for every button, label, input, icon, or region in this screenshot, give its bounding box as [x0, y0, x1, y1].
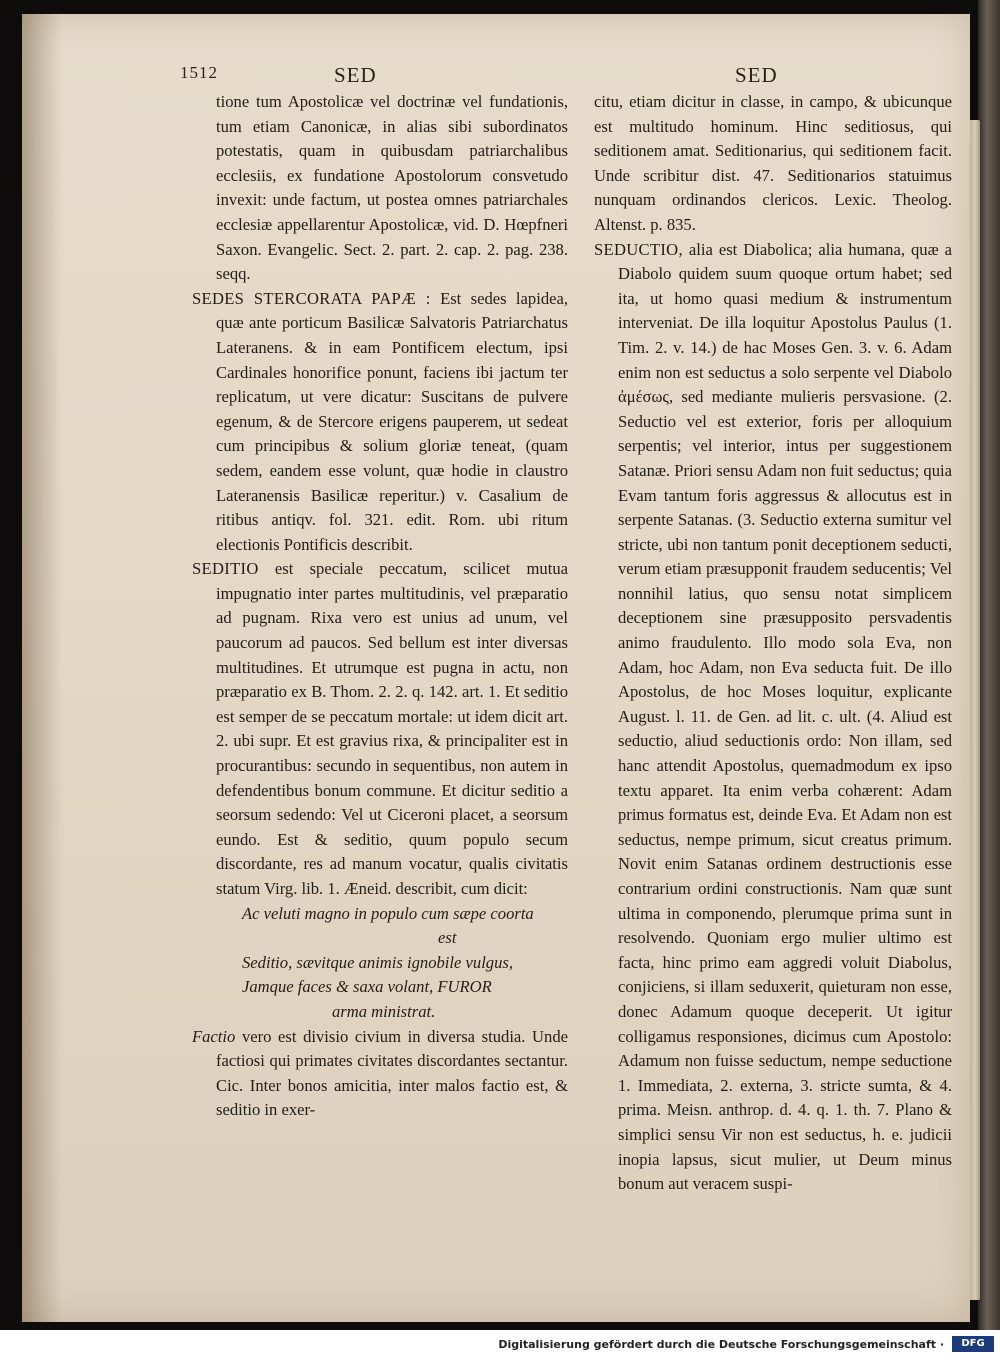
entry-seditio	[192, 557, 568, 901]
verse-line: Jamque faces & saxa volant, FUROR	[242, 977, 492, 997]
verse-line: Ac veluti magno in populo cum sæpe coorta	[242, 903, 534, 923]
entry-text: vero est divisio civium in diversa studia. Unde factiosi qui primates civitates discordantes sectantur. Cic. Inter bonos amicitia, inter malos factio est, & seditio in exer-	[216, 1026, 568, 1120]
entry-sedes-stercorata	[192, 287, 568, 558]
footer-bar	[0, 1330, 1000, 1358]
entry-term: Factio	[192, 1026, 236, 1046]
running-head-left: SED	[334, 63, 377, 87]
entry-text: alia est Diabolica; alia humana, quæ a Diabolo quidem suum quoque ortum habet; sed ita, ut homo quasi medium & instrumentum interveniat. De illa loquitur Apostolus Paulus (1. Tim. 2. v. 14.) de hac Moses Gen. 3. v. 6. Adam enim non est seductus a solo serpente vel Diabolo ἀμέσως, sed mediante mulieris persvasione. (2. Seductio vel est exterior, foris per alloquium serpentis; vel interior, intus per suggestionem Satanæ. Priori sensu Adam non fuit seductus; quia Evam tantum foris aggressus & allocutus est in serpente Satanas. (3. Seductio externa sumitur vel stricte, ubi non tantum ponit deceptionem seducti, verum etiam præsupponit fraudem seducentis; Vel nonnihil latius, quo sensu notat simplicem deceptionem sine præsupposito persvadentis animo fraudulento. Illo modo sola Eva, non Adam, hoc Adam, non Eva seducta fuit. De illo Apostolus, de hoc Moses loquitur, explicante August. l. 11. de Gen. ad lit. c. ult. (4. Aliud est seductio, aliud seductionis ordo: Non illam, sed hanc attendit Apostolus, quemadmodum ex ipso textu apparet. Ita enim verba cohærent: Adam primus formatus est, deinde Eva. Et Adam non est seductus, nempe primum, sicut creatus primum. Novit enim Satanas ordinem destructionis esse contrarium ordini constructionis. Nam quæ sunt ultima in componendo, plerumque prima sunt in resolvendo. Quoniam ergo mulier ultimo est facta, hinc primo eam aggredi voluit Diabolus, conjiciens, si illam seduxerit, quieturam non esse, donec Adamum quoque deceperit. Ut igitur colligamus responsiones, dicimus cum Apostolo: Adamum non fuisse seductum, nempe seductione 1. Immediata, 2. externa, 3. stricte sumta, & 4. prima. Meisn. anthrop. d. 4. q. 1. th. 7. Plano & simplici sensu Vir non est seductus, h. e. judicii inopia lapsus, sicut mulier, ut Deum minus bonum aut veracem suspi-	[618, 239, 952, 1194]
running-head-right: SED	[735, 63, 778, 87]
continuation-paragraph: citu, etiam dicitur in classe, in campo, & ubicunque est multitudo hominum. Hinc seditiosus, qui seditionem amat. Seditionarius, qui seditionem facit. Unde scribitur dist. 47. Seditionarios statuimus nunquam ordinandos clericos. Lexic. Theolog. Altenst. p. 835.	[594, 92, 952, 234]
entry-term: SEDITIO	[192, 559, 259, 579]
entry-term: SEDES STERCORATA PAPÆ :	[192, 288, 431, 308]
verse-line: arma ministrat.	[332, 1001, 436, 1021]
left-column	[192, 90, 568, 1123]
entry-factio	[192, 1025, 568, 1123]
intro-paragraph: tione tum Apostolicæ vel doctrinæ vel fundationis, tum etiam Canonicæ, in alias sibi subordinatos potestatis, quam in quibusdam patriarchalibus ecclesiis, ex fundatione Apostolorum consvetudo invexit: unde factum, ut postea omnes patriarchales ecclesiæ appellarentur Apostolicæ, vid. D. Hœpfneri Saxon. Evangelic. Sect. 2. part. 2. cap. 2. pag. 238. seqq.	[216, 92, 568, 284]
entry-text: Est sedes lapidea, quæ ante porticum Basilicæ Salvatoris Patriarchatus Lateranens. & in eam Pontificem electum, ipsi Cardinales honorifice ponunt, faciens ibi jactum ter replicatum, ut vere dicatur: Suscitans de pulvere egenum, & de Stercore erigens pauperem, ut sedeat cum principibus & solium gloriæ teneat, (quam sedem, eandem esse volunt, quæ hodie in claustro Lateranensis Basilicæ reperitur.) v. Casalium de ritibus antiqv. fol. 321. edit. Rom. ubi ritum electionis Pontificis describit.	[216, 288, 568, 554]
entry-seductio	[594, 238, 952, 1197]
entry-term: SEDUCTIO,	[594, 239, 683, 259]
page-gutter-shade	[22, 14, 62, 1322]
verse-line: Seditio, sævitque animis ignobile vulgus,	[242, 952, 514, 972]
dfg-logo: DFG	[952, 1336, 994, 1352]
page-number: 1512	[180, 63, 218, 82]
verse-line: est	[438, 928, 457, 948]
footer-credit: Digitalisierung gefördert durch die Deutsche Forschungsgemeinschaft ·	[498, 1338, 944, 1351]
right-column	[594, 90, 952, 1197]
entry-text: est speciale peccatum, scilicet mutua impugnatio inter partes multitudinis, vel præparatio ad pugnam. Rixa vero est unius ad unum, vel paucorum ad paucos. Sed bellum est inter diversas multitudines. Et utrumque est pugna in actu, non præparatio ex B. Thom. 2. 2. q. 142. art. 1. Et seditio est semper de se peccatum mortale: ut idem dicit art. 2. ubi supr. Et est gravius rixa, & principaliter est in procurantibus: secundo in sequentibus, non autem in defendentibus bonum commune. Et dicitur seditio a seorsum sedendo: Vel ut Ciceroni placet, a seorsum eundo. Est & seditio, quum populo secum discordante, res ad manum vocatur, qualis civitatis statum Virg. lib. 1. Æneid. describit, cum dicit:	[216, 559, 568, 898]
book-spine	[978, 0, 1000, 1330]
